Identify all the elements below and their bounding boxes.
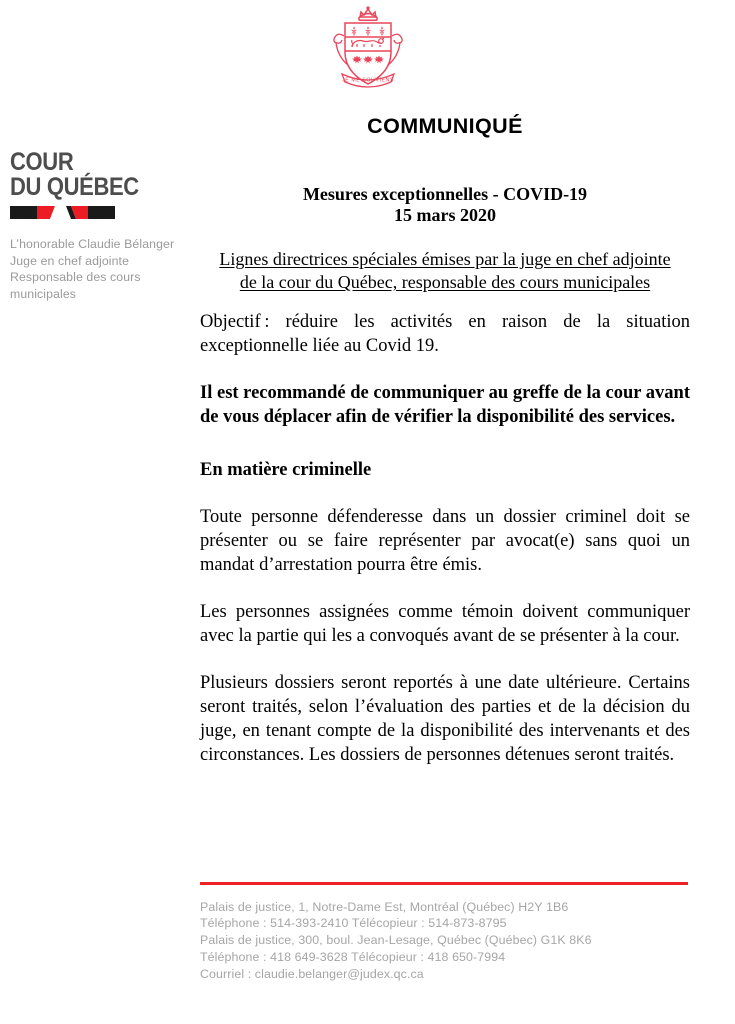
paragraph-temoin: Les personnes assignées comme témoin doivent communiquer avec la partie qui les a convoqués avant de se présenter à la cour. [200,602,690,646]
judge-role-line-1: Responsable des cours [10,270,141,284]
footer-address-quebec: Palais de justice, 300, boul. Jean-Lesage, Québec (Québec) G1K 8K6 [200,933,592,948]
footer-address-montreal: Palais de justice, 1, Notre-Dame Est, Montréal (Québec) H2Y 1B6 [200,899,569,914]
footer-email: Courriel : claudie.belanger@judex.qc.ca [200,966,424,981]
paragraph-objectif: Objectif : réduire les activités en raison de la situation exceptionnelle liée au Covid 19. [200,312,690,356]
subject-line-1: Mesures exceptionnelles - COVID-19 [302,184,588,204]
sidebar [10,150,190,302]
footer-contact-block [200,899,690,983]
cour-du-quebec-bars-icon [10,206,115,219]
guidelines-line-2: de la cour du Québec, responsable des cours municipales [239,272,651,292]
judge-name: L’honorable Claudie Bélanger [10,237,175,251]
footer-phone-quebec: Téléphone : 418 649-3628 Télécopieur : 418 650-7994 [200,949,506,964]
judge-role-line-2: municipales [10,286,77,301]
subject-line-2: 15 mars 2020 [394,205,496,225]
crest-motto-text: JE ME SOUVIENS [341,77,394,84]
judge-title: Juge en chef adjointe [10,253,130,268]
paragraph-defenderesse: Toute personne défenderesse dans un dossier criminel doit se présenter ou se faire représenter par avocat(e) sans quoi un mandat d’arrestation pourra être émis. [200,507,690,575]
page-title: COMMUNIQUÉ [367,114,523,138]
footer-phone-montreal: Téléphone : 514-393-2410 Télécopieur : 514-873-8795 [200,916,507,931]
document-body [200,0,690,767]
footer-divider [200,882,688,885]
paragraph-dossiers: Plusieurs dossiers seront reportés à une date ultérieure. Certains seront traités, selon l’évaluation des parties et de la décision du juge, en tenant compte de la disponibilité des intervenants et des circonstances. Les dossiers de personnes détenues seront traités. [200,673,690,765]
section-heading-criminelle: En matière criminelle [200,460,372,480]
subject-block [200,184,690,226]
guidelines-line-1: Lignes directrices spéciales émises par la juge en chef adjointe [219,249,671,269]
footer [200,882,690,982]
guidelines-heading [200,248,690,294]
logo-line-1: COUR [10,148,74,176]
logo-line-2: DU QUÉBEC [10,173,139,201]
judge-identity-block [10,236,190,302]
paragraph-recommandation: Il est recommandé de communiquer au greffe de la cour avant de vous déplacer afin de vérifier la disponibilité des services. [200,383,690,427]
